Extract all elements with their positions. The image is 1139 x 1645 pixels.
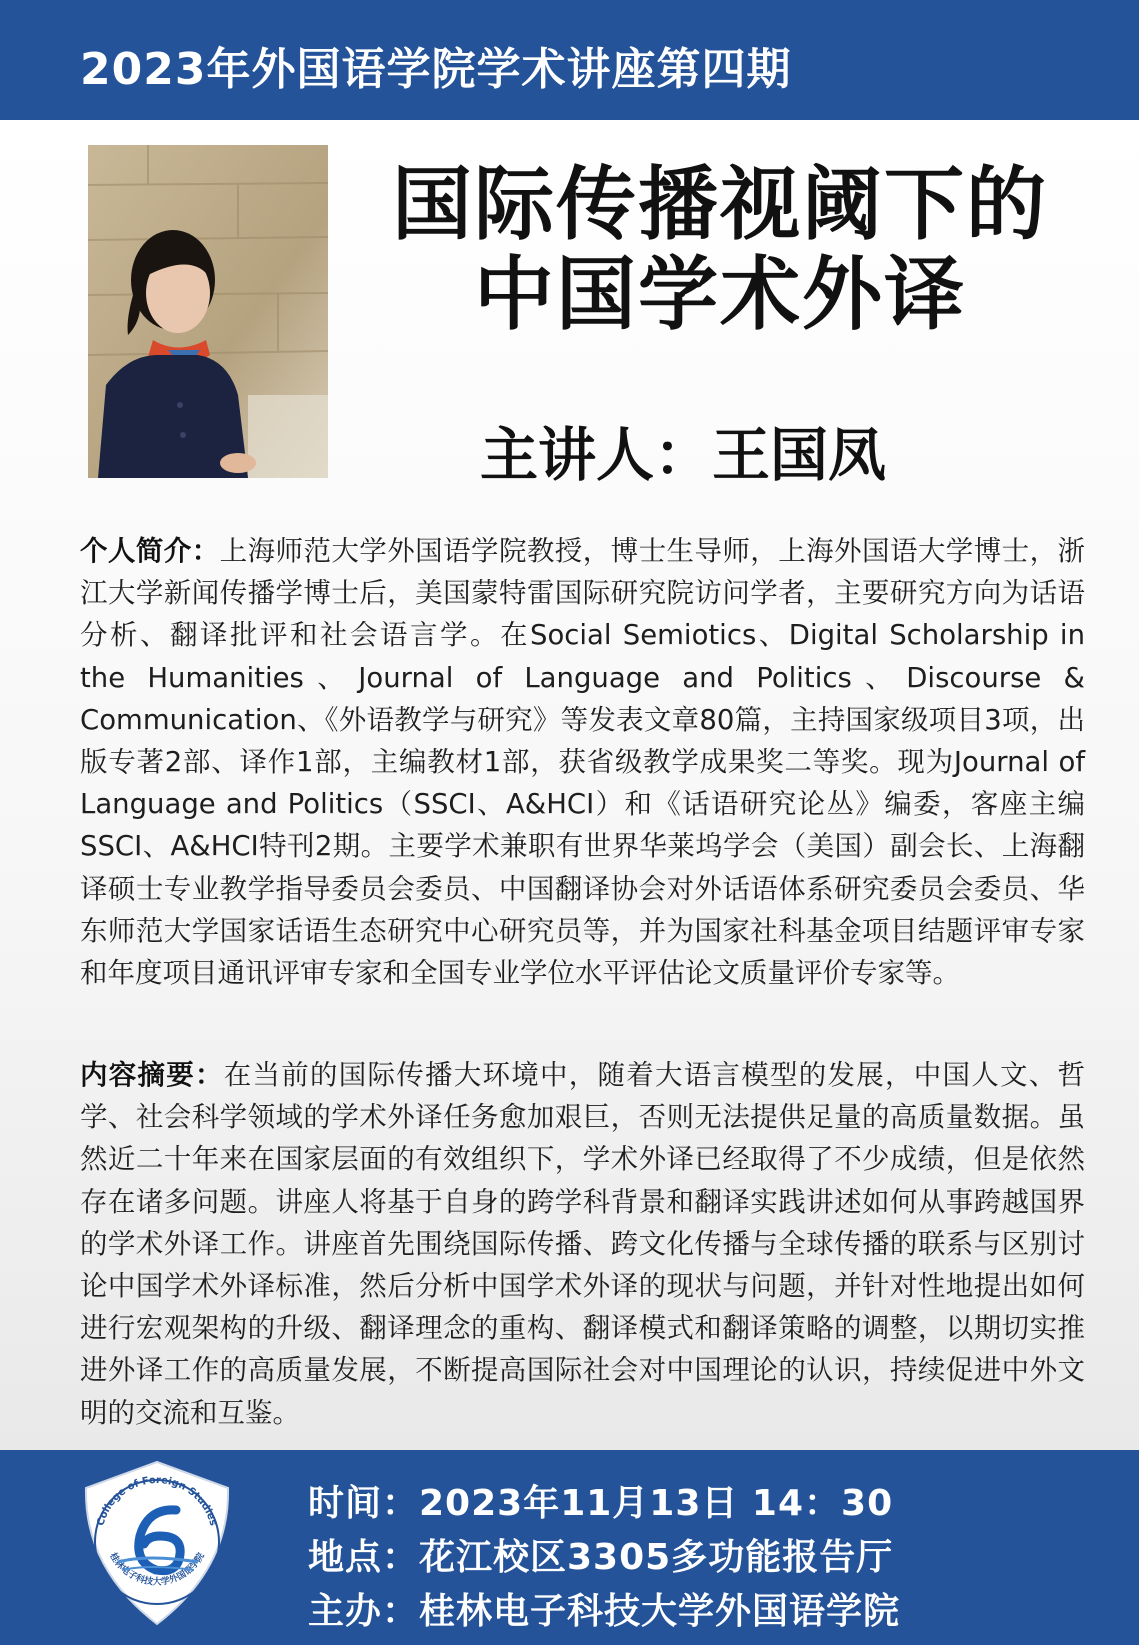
speaker-photo: [88, 145, 328, 478]
lecture-title: [360, 160, 1080, 340]
header-title: 2023年外国语学院学术讲座第四期: [80, 44, 792, 95]
speaker-name: 主讲人：王国凤: [480, 421, 887, 489]
event-time: 时间：2023年11月13日 14：30: [308, 1483, 894, 1524]
lecture-title-line1: 国际传播视阈下的: [392, 158, 1048, 251]
bio-paragraph: [80, 530, 1085, 994]
summary-paragraph: [80, 1054, 1085, 1434]
header-bar: [0, 0, 1139, 120]
logo-text-top: College of Foreign Studies: [95, 1474, 219, 1528]
event-place: 地点：花江校区3305多功能报告厅: [308, 1537, 894, 1578]
summary-text: 在当前的国际传播大环境中，随着大语言模型的发展，中国人文、哲学、社会科学领域的学术外译任务愈加艰巨，否则无法提供足量的高质量数据。虽然近二十年来在国家层面的有效组织下，学术外译已经取得了不少成绩，但是依然存在诸多问题。讲座人将基于自身的跨学科背景和翻译实践讲述如何从事跨越国界的学术外译工作。讲座首先围绕国际传播、跨文化传播与全球传播的联系与区别讨论中国学术外译标准，然后分析中国学术外译的现状与问题，并针对性地提出如何进行宏观架构的升级、翻译理念的重构、翻译模式和翻译策略的调整，以期切实推进外译工作的高质量发展，不断提高国际社会对中国理论的认识，持续促进中外文明的交流和互鉴。: [80, 1059, 1085, 1429]
lecture-title-line2: 中国学术外译: [474, 248, 966, 341]
logo-text-bottom: 桂林电子科技大学外国语学院: [107, 1551, 207, 1588]
college-logo: [78, 1458, 236, 1628]
summary-label: 内容摘要：: [80, 1059, 224, 1091]
event-host: 主办：桂林电子科技大学外国语学院: [308, 1591, 901, 1632]
bio-label: 个人简介：: [80, 535, 220, 567]
bio-text: 上海师范大学外国语学院教授，博士生导师，上海外国语大学博士，浙江大学新闻传播学博士后，美国蒙特雷国际研究院访问学者，主要研究方向为话语分析、翻译批评和社会语言学。在Social Semiotics、Digital Scholarship in the Humanities、Journal of Language and Politics、Discourse & Communication、《外语教学与研究》等发表文章80篇，主持国家级项目3项，出版专著2部、译作1部，主编教材1部，获省级教学成果奖二等奖。现为Journal of Language and Politics（SSCI、A&HCI）和《话语研究论丛》编委，客座主编SSCI、A&HCI特刊2期。主要学术兼职有世界华莱坞学会（美国）副会长、上海翻译硕士专业教学指导委员会委员、中国翻译协会对外话语体系研究委员会委员、华东师范大学国家话语生态研究中心研究员等，并为国家社科基金项目结题评审专家和年度项目通讯评审专家和全国专业学位水平评估论文质量评价专家等。: [80, 535, 1086, 990]
